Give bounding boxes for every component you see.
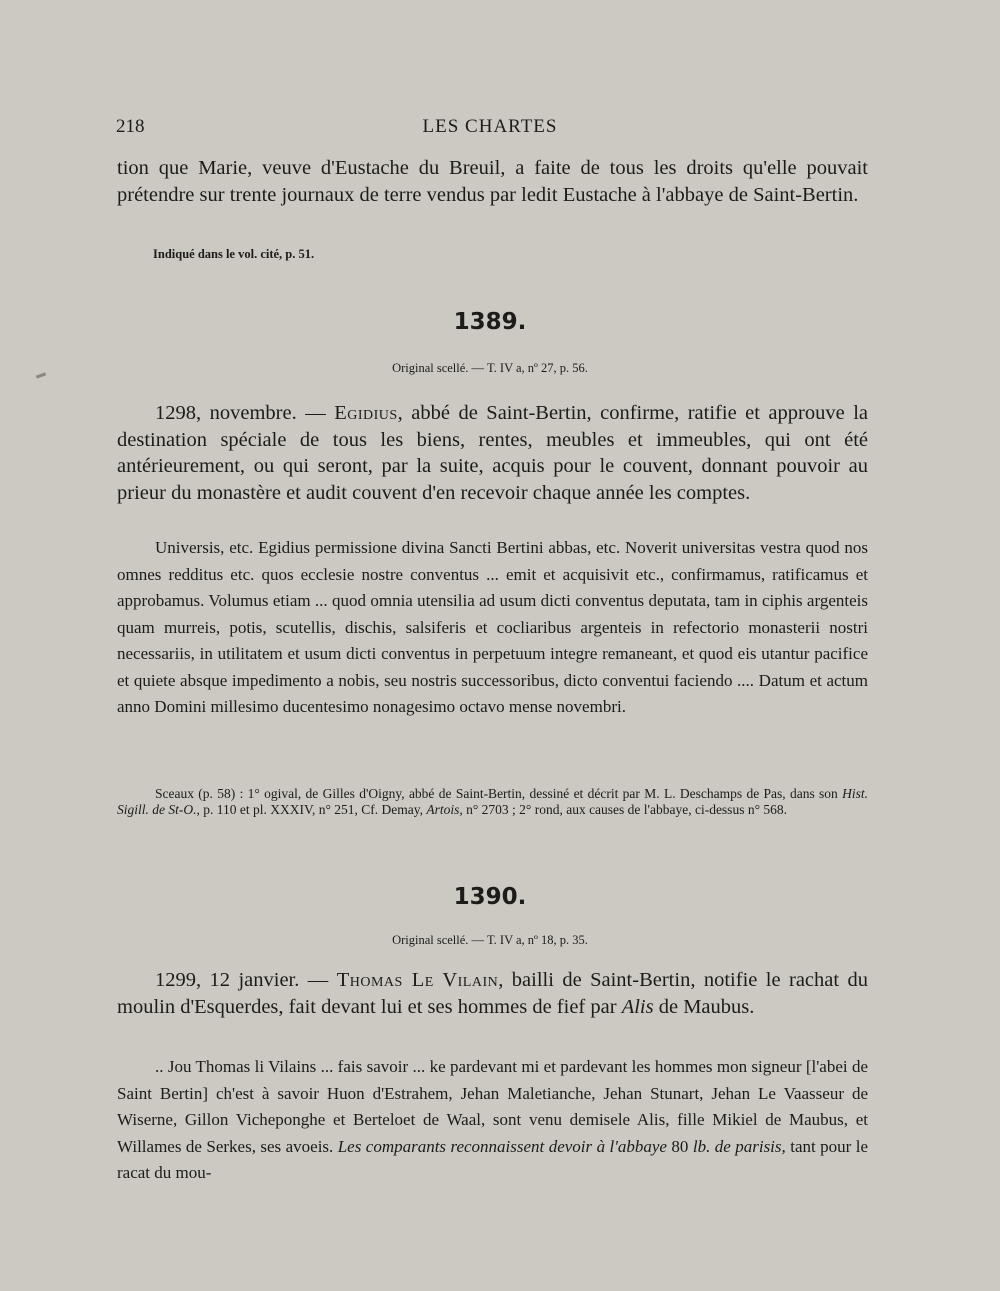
page-number: 218 — [116, 116, 145, 137]
seal-note-part-1: Sceaux (p. 58) : 1° ogival, de Gilles d'Oigny, abbé de Saint-Bertin, dessiné et décrit par M. L. Deschamps de Pas, dans son — [155, 786, 843, 801]
charter-source-1390: Original scellé. — T. IV a, nº 18, p. 35. — [392, 933, 588, 947]
old-french-part-2: Les comparants reconnaissent devoir à l'abbaye — [337, 1136, 667, 1156]
intro-paragraph: tion que Marie, veuve d'Eustache du Breuil, a faite de tous les droits qu'elle pouvait prétendre sur trente journaux de terre vendus par ledit Eustache à l'abbaye de Saint-Bertin. — [117, 157, 868, 206]
charter-source-1389: Original scellé. — T. IV a, nº 27, p. 56. — [392, 361, 588, 375]
summary-name-1390: Alis — [621, 995, 654, 1018]
old-french-part-4: lb. de parisis, — [692, 1136, 786, 1156]
charter-number-1390: 1390. — [453, 884, 527, 910]
running-title: LES CHARTES — [422, 116, 558, 137]
summary-text-1390-a: , bailli de Saint-Bertin, notifie le rachat du moulin d'Esquerdes, fait devant lui et ses hommes de fief par — [117, 969, 868, 1018]
summary-text-1390-b: de Maubus. — [653, 995, 755, 1018]
intro-reference: Indiqué dans le vol. cité, p. 51. — [153, 247, 315, 261]
charter-actor-1389: Egidius — [334, 402, 398, 424]
summary-text-1389: , abbé de Saint-Bertin, confirme, ratifie et approuve la destination spéciale de tous les biens, rentes, meubles et immeubles, qui ont été antérieurement, ou qui seront, par la suite, acquis pour le couvent, donnant pouvoir au prieur du monastère et audit couvent d'en recevoir chaque année les comptes. — [117, 402, 868, 504]
old-french-part-1: .. Jou Thomas li Vilains ... fais savoir ... ke pardevant mi et pardevant les hommes mon signeur [l'abei de Saint Bertin] ch'est à savoir Huon d'Estrahem, Jehan Maletianche, Jehan Stunart, Jehan Le Vaasseur de Wiserne, Gillon Vicheponghe et Berteloet de Waal, sont venu demisele Alis, fille Mikiel de Maubus, et Willames de Serkes, ses avoeis. — [117, 1057, 868, 1156]
old-french-transcription-1390 — [117, 1054, 868, 1187]
seal-note-part-2: Hist. Sigill. de St-O. — [117, 786, 868, 817]
charter-date-1389: 1298, novembre. — [155, 402, 297, 424]
charter-summary-1389 — [117, 400, 868, 506]
latin-transcription-1389: Universis, etc. Egidius permissione divina Sancti Bertini abbas, etc. Noverit universitas vestra quod nos omnes redditus etc. quos ecclesie nostre conventus ... emit et acquisivit etc., confirmamus, ratificamus et approbamus. Volumus etiam ... quod omnia utensilia ad usum dicti conventus deputata, tam in ciphis argenteis quam murreis, potis, scutellis, dischis, salsiferis et cocliaribus argenteis in refectorio monasterii nostri necessariis, in utilitatem et usum dicti conventus in perpetuum integre remaneant, et quod eis utantur pacifice et quiete absque impedimento a nobis, seu nostris successoribus, dicto conventui faciendo .... Datum et actum anno Domini millesimo ducentesimo nonagesimo octavo mense novembri. — [117, 538, 868, 716]
seal-note-part-3: , p. 110 et pl. XXXIV, n° 251, Cf. Demay, — [196, 802, 427, 817]
charter-summary-1390 — [117, 967, 868, 1020]
charter-number-1389: 1389. — [453, 309, 527, 335]
dash: — — [299, 969, 337, 991]
dash: — — [296, 402, 335, 424]
old-french-part-5: tant pour le racat du mou- — [117, 1136, 869, 1182]
charter-date-1390: 1299, 12 janvier. — [155, 969, 300, 991]
seal-note-part-5: n° 2703 ; 2° rond, aux causes de l'abbaye, ci-dessus n° 568. — [462, 802, 787, 817]
seal-note-1389 — [117, 786, 868, 818]
charter-actor-1390: Thomas Le Vilain — [336, 969, 499, 991]
old-french-part-3: 80 — [666, 1136, 693, 1156]
seal-note-part-4: Artois, — [426, 802, 463, 817]
